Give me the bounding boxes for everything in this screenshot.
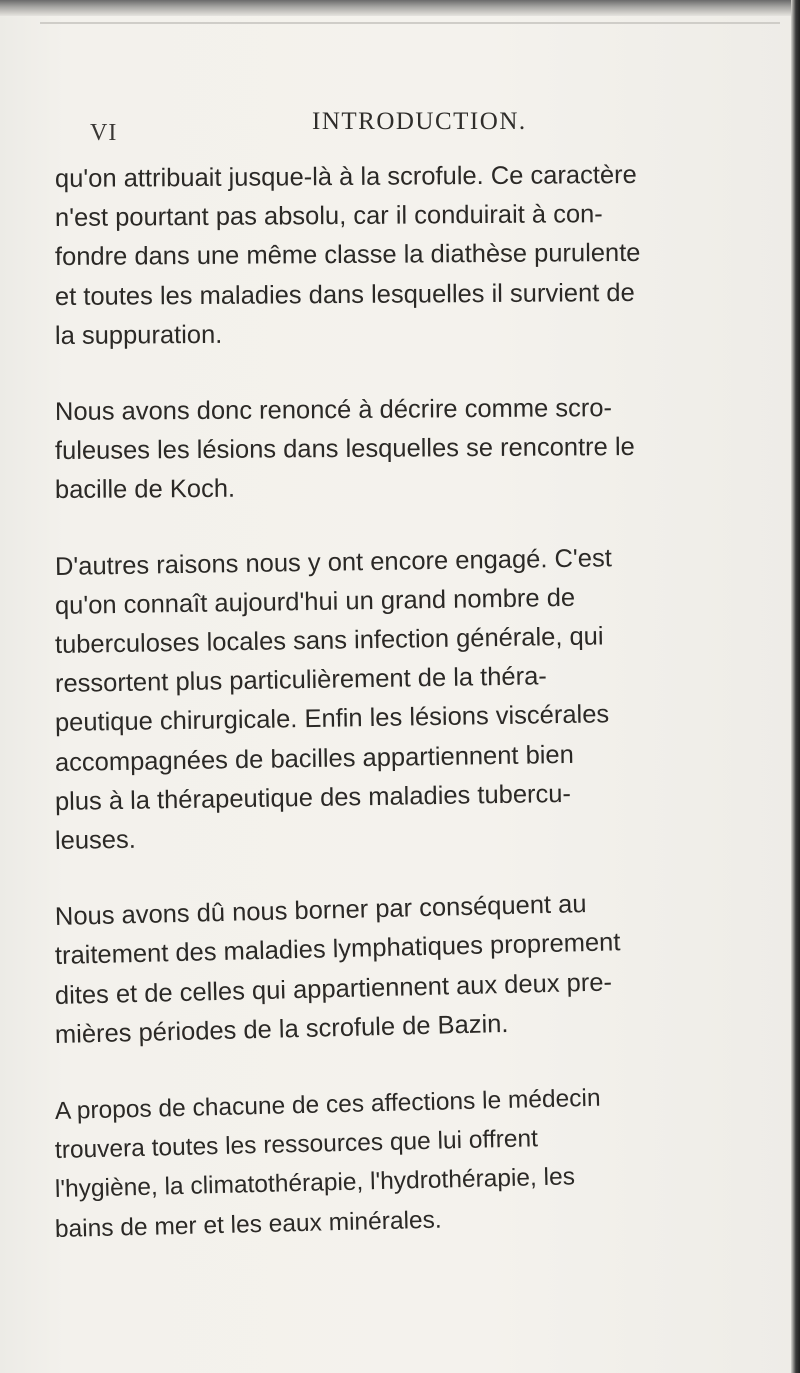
text-line: n'est pourtant pas absolu, car il conduirait à con- (54, 200, 603, 233)
page-number: VI (90, 120, 118, 146)
text-line: plus à la thérapeutique des maladies tubercu- (54, 779, 572, 816)
text-line: accompagnées de bacilles appartiennent bien (54, 740, 575, 777)
text-line: qu'on attribuait jusque-là à la scrofule. Ce caractère (54, 160, 637, 193)
page-top-rule (40, 22, 780, 24)
body-text (55, 160, 765, 1249)
text-line: leuses. (54, 825, 136, 856)
paragraph-5 (54, 1084, 765, 1249)
text-line: A propos de chacune de ces affections le médecin (54, 1084, 601, 1126)
paragraph-2 (55, 393, 765, 511)
page-right-edge (791, 0, 800, 1373)
running-title: INTRODUCTION. (312, 108, 527, 135)
text-line: la suppuration. (54, 320, 223, 350)
text-line: bacille de Koch. (54, 475, 236, 505)
text-line: l'hygiène, la climatothérapie, l'hydrothérapie, les (54, 1163, 576, 1204)
text-line: trouvera toutes les ressources que lui offrent (54, 1125, 539, 1165)
text-line: et toutes les maladies dans lesquelles il survient de (54, 278, 635, 311)
text-line: bains de mer et les eaux minérales. (54, 1206, 442, 1243)
paragraph-3 (54, 543, 765, 862)
text-line: tuberculoses locales sans infection générale, qui (54, 622, 604, 660)
text-line: traitement des maladies lymphatiques proprement (54, 928, 621, 971)
paragraph-1 (55, 160, 765, 356)
text-line: qu'on connaît aujourd'hui un grand nombre de (54, 583, 576, 620)
text-line: ressortent plus particulièrement de la théra- (54, 662, 547, 699)
text-line: fuleuses les lésions dans lesquelles se rencontre le (54, 433, 635, 466)
text-line: fondre dans une même classe la diathèse purulente (54, 239, 641, 272)
text-line: Nous avons donc renoncé à décrire comme scro- (54, 394, 613, 427)
text-line: dites et de celles qui appartiennent aux deux pre- (54, 968, 613, 1010)
page-top-edge (0, 0, 800, 16)
text-line: Nous avons dû nous borner par conséquent au (54, 890, 587, 932)
paragraph-4 (54, 890, 765, 1055)
text-line: mières périodes de la scrofule de Bazin. (54, 1009, 509, 1049)
text-line: peutique chirurgicale. Enfin les lésions viscérales (54, 700, 610, 738)
page-header (90, 108, 690, 154)
text-line: D'autres raisons nous y ont encore engagé. C'est (54, 543, 613, 581)
